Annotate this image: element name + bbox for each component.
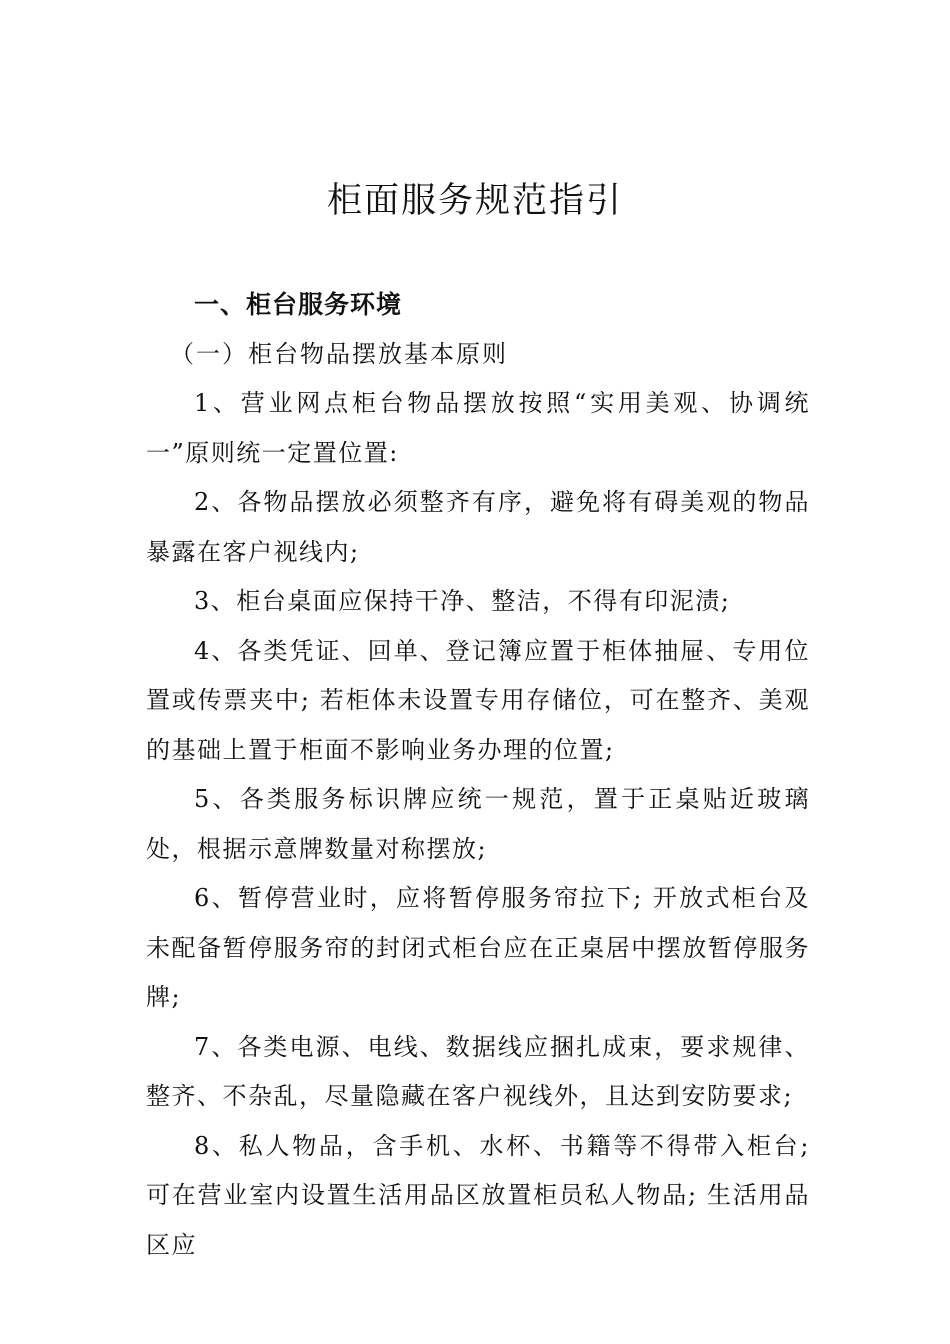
paragraph-4: 4、各类凭证、回单、登记簿应置于柜体抽屉、专用位置或传票夹中; 若柜体未设置专用存储位，可在整齐、美观的基础上置于柜面不影响业务办理的位置;: [146, 636, 810, 764]
paragraph-8: 8、私人物品，含手机、水杯、书籍等不得带入柜台; 可在营业室内设置生活用品区放置柜员私人物品; 生活用品区应: [146, 1131, 810, 1259]
paragraph-3: 3、柜台桌面应保持干净、整洁，不得有印泥渍;: [194, 587, 731, 615]
document-title: 柜面服务规范指引: [326, 181, 623, 221]
paragraph-1: 1、营业网点柜台物品摆放按照“实用美观、协调统一”原则统一定置位置:: [146, 389, 810, 467]
section-heading: 一、柜台服务环境: [194, 290, 403, 319]
paragraph-7: 7、各类电源、电线、数据线应捆扎成束，要求规律、整齐、不杂乱，尽量隐藏在客户视线外，且达到安防要求;: [146, 1032, 810, 1110]
paragraph-2: 2、各物品摆放必须整齐有序，避免将有碍美观的物品暴露在客户视线内;: [146, 488, 810, 566]
paragraph-6: 6、暂停营业时，应将暂停服务帘拉下; 开放式柜台及未配备暂停服务帘的封闭式柜台应在正桌居中摆放暂停服务牌;: [146, 884, 810, 1011]
document-body: [146, 280, 810, 1270]
paragraph-5: 5、各类服务标识牌应统一规范，置于正桌贴近玻璃处，根据示意牌数量对称摆放;: [146, 785, 810, 863]
subsection-heading: （一）柜台物品摆放基本原则: [170, 339, 508, 368]
